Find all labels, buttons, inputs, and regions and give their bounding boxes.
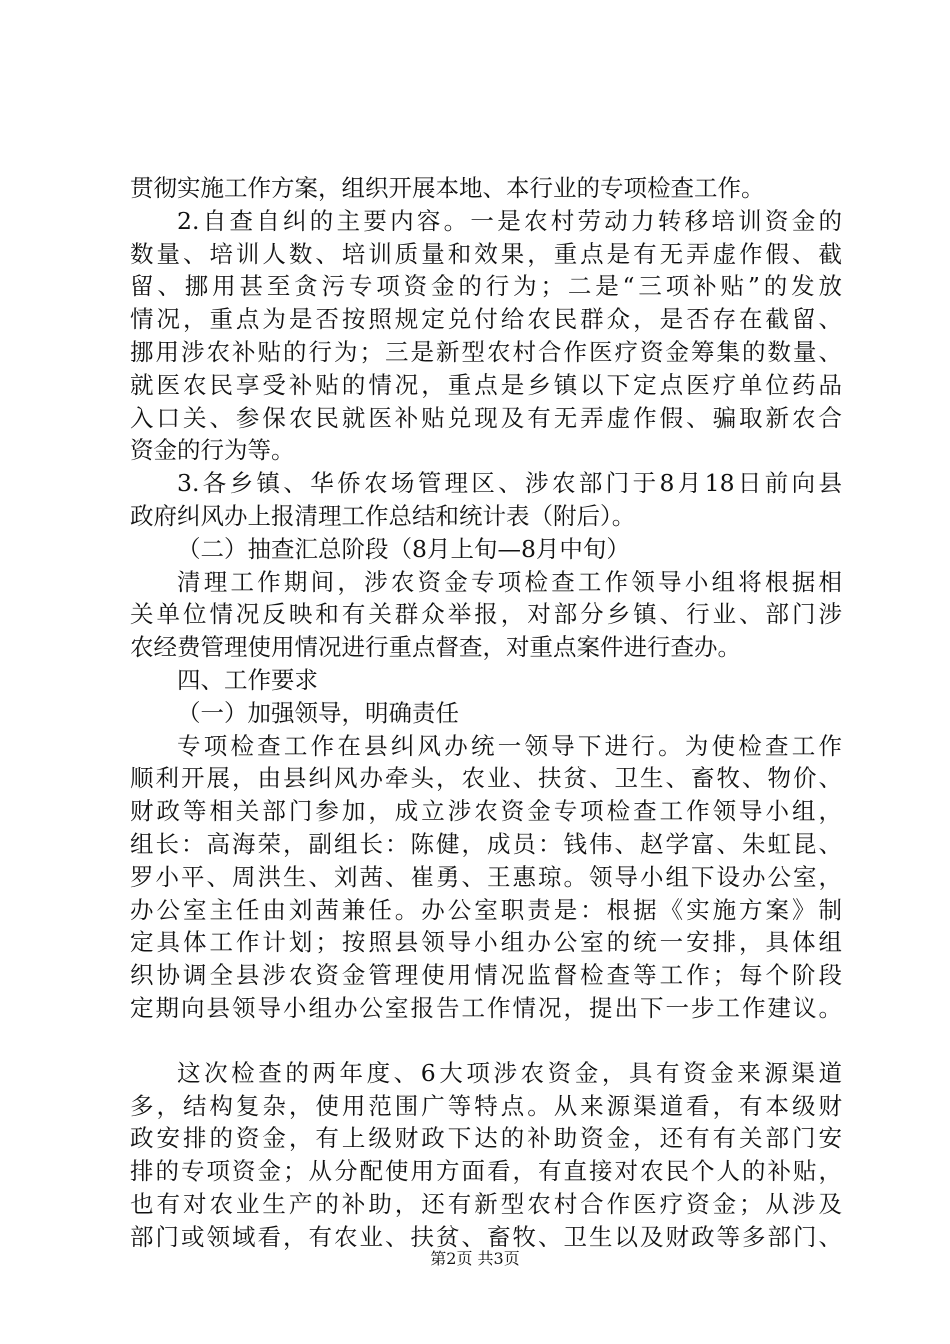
text-line: 数量、培训人数、培训质量和效果，重点是有无弄虚作假、截: [130, 239, 842, 268]
page-footer: 第2页 共3页: [430, 1249, 520, 1268]
text-line: 挪用涉农补贴的行为；三是新型农村合作医疗资金筹集的数量、: [130, 337, 842, 366]
text-line: 组长：高海荣，副组长：陈健，成员：钱伟、赵学富、朱虹昆、: [130, 829, 842, 858]
text-line: 入口关、参保农民就医补贴兑现及有无弄虚作假、骗取新农合: [130, 403, 842, 432]
text-line: （二）抽查汇总阶段（8月上旬—8月中旬）: [177, 534, 630, 563]
text-line: 多，结构复杂，使用范围广等特点。从来源渠道看，有本级财: [130, 1091, 842, 1120]
text-line: 2.自查自纠的主要内容。一是农村劳动力转移培训资金的: [177, 206, 842, 235]
text-line: 政安排的资金，有上级财政下达的补助资金，还有有关部门安: [130, 1124, 842, 1153]
text-line: 织协调全县涉农资金管理使用情况监督检查等工作；每个阶段: [130, 961, 842, 990]
text-line: 定具体工作计划；按照县领导小组办公室的统一安排，具体组: [130, 928, 842, 957]
text-line: 专项检查工作在县纠风办统一领导下进行。为使检查工作: [177, 731, 842, 760]
text-line: 办公室主任由刘茜兼任。办公室职责是：根据《实施方案》制: [130, 895, 842, 924]
text-line: 清理工作期间，涉农资金专项检查工作领导小组将根据相: [177, 567, 842, 596]
document-body: [130, 172, 842, 1254]
text-line: 四、工作要求: [177, 665, 318, 694]
text-line: 资金的行为等。: [130, 436, 295, 465]
text-line: 定期向县领导小组办公室报告工作情况，提出下一步工作建议。: [130, 993, 842, 1022]
text-line: 罗小平、周洪生、刘茜、崔勇、王惠琼。领导小组下设办公室，: [130, 862, 842, 891]
text-line: 就医农民享受补贴的情况，重点是乡镇以下定点医疗单位药品: [130, 370, 842, 399]
text-line: 部门或领域看，有农业、扶贫、畜牧、卫生以及财政等多部门、: [130, 1222, 842, 1251]
text-line: 这次检查的两年度、6大项涉农资金，具有资金来源渠道: [177, 1058, 842, 1087]
text-line: 农经费管理使用情况进行重点督查，对重点案件进行查办。: [130, 633, 741, 662]
text-line: 顺利开展，由县纠风办牵头，农业、扶贫、卫生、畜牧、物价、: [130, 764, 842, 793]
text-line: 关单位情况反映和有关群众举报，对部分乡镇、行业、部门涉: [130, 600, 842, 629]
paragraph-gap: [130, 1025, 842, 1057]
text-line: 3.各乡镇、华侨农场管理区、涉农部门于8月18日前向县: [177, 469, 842, 498]
text-line: 也有对农业生产的补助，还有新型农村合作医疗资金；从涉及: [130, 1189, 842, 1218]
text-line: 排的专项资金；从分配使用方面看，有直接对农民个人的补贴，: [130, 1157, 842, 1186]
text-line: 留、挪用甚至贪污专项资金的行为；二是“三项补贴”的发放: [130, 272, 842, 301]
text-line: 财政等相关部门参加，成立涉农资金专项检查工作领导小组，: [130, 797, 842, 826]
text-line: 政府纠风办上报清理工作总结和统计表（附后）。: [130, 501, 636, 530]
text-line: （一）加强领导，明确责任: [177, 698, 459, 727]
text-line: 情况，重点为是否按照规定兑付给农民群众，是否存在截留、: [130, 305, 842, 334]
text-line: 贯彻实施工作方案，组织开展本地、本行业的专项检查工作。: [130, 174, 765, 202]
